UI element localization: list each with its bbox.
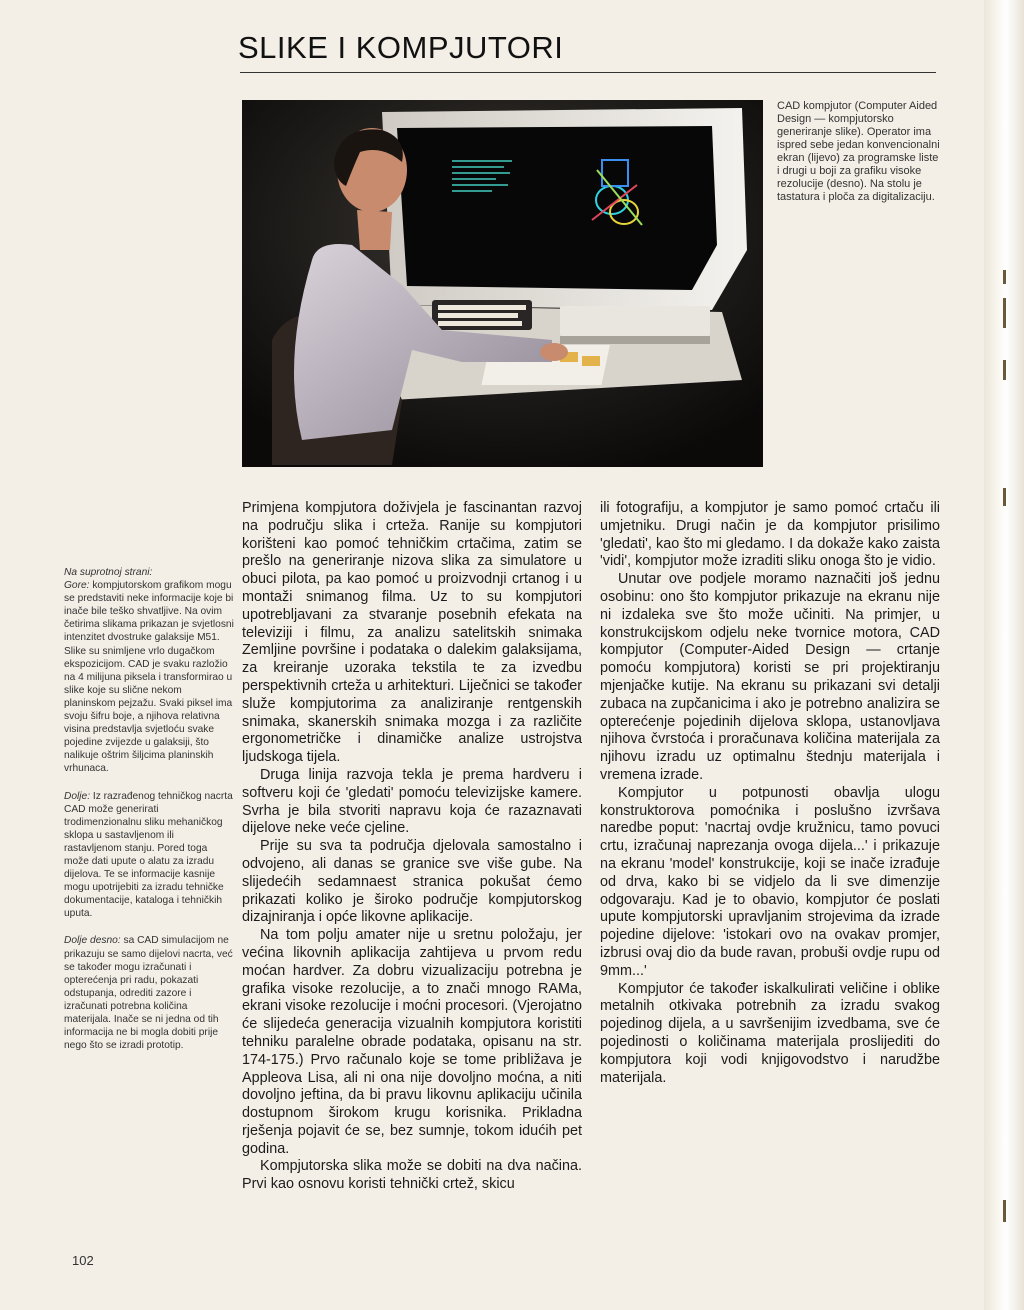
side-captions (64, 566, 234, 1066)
paragraph: Primjena kompjutora doživjela je fascinantan razvoj na području slika i crteža. Ranije su kompjutori korišteni kao pomoć tehničkim crtačima, zatim se prešlo na generiranje nizova slika za simulatore u obuci pilota, pa kao pomoć u proizvodnji crtanog i u montaži snimanog filma. Uz to su kompjutori upotrebljavani za stvaranje posebnih efekata na televiziji i filmu, za analizu satelitskih snimaka Zemljine površine i podataka o dalekim galaksijama, za kreiranje uzoraka tekstila te za izvedbu perspektivnih crteža u arhitekturi. Liječnici se također služe kompjutorima za analiziranje rentgenskih snimaka, skanerskih snimaka mozga i za različite ergonometričke i dinamičke analize ustrojstva ljudskoga tijela. (242, 500, 582, 766)
binding-mark (1003, 488, 1006, 506)
caption-lead: Gore: (64, 580, 90, 592)
binding-mark (1003, 298, 1006, 328)
caption-body: kompjutorskom grafikom mogu se predstaviti neke informacije koje bi inače bile teško shvatljive. Na ovim četirima slikama prikazan je svjetlosni intenzitet dvostruke galaksije M51. Slike su snimljene vrlo dugačkom ekspozicijom. CAD je svaku razložio na 4 milijuna piksela i transformirao u slike koje su slične nekom planinskom pejzažu. Svaki piksel ima svoju šifru boje, a njihova relativna visina predstavlja svjetloću svake pojedine zvijezde u galaksiji, što nalikuje oštrim šiljcima planinskih vrhunaca. (64, 580, 234, 775)
binding-mark (1003, 360, 1006, 380)
body-column-2 (600, 500, 940, 1087)
binding-mark (1003, 270, 1006, 284)
paragraph: Na tom polju amater nije u sretnu položaju, jer većina likovnih aplikacija zahtijeva u prvom redu moćan hardver. Za dobru vizualizaciju potrebna je grafika visoke rezolucije, a to znači mnogo RAMa, ekrani visoke rezolucije i moćni procesori. (Vjerojatno će slijedeća generacija vizualnih kompjutora koristiti tehniku paralelne obrade podataka, opisanu na str. 174-175.) Prvo računalo koje se tome približava je Appleova Lisa, ali ni ona nije dovoljno moćna, a niti dovoljno jeftina, da bi pravu likovnu aplikaciju učinila dostupnom širokom krugu korisnika. Prikladna rješenja pojavit će se, bez sumnje, tokom idućih pet godina. (242, 927, 582, 1157)
page-title: SLIKE I KOMPJUTORI (238, 30, 564, 65)
paragraph: ili fotografiju, a kompjutor je samo pomoć crtaču ili umjetniku. Drugi način je da kompjutor prisilimo 'gledati', kao što mi gledamo. I da dokaže kako zaista 'vidi', kompjutor može izraditi sliku onoga što je vidio. (600, 500, 940, 570)
photo-caption: CAD kompjutor (Computer Aided Design — kompjutorsko generiranje slike). Operator ima ispred sebe jedan konvencionalni ekran (lijevo) za programske liste i drugi u boji za grafiku visoke rezolucije (desno). Na stolu je tastatura i ploča za digitalizaciju. (777, 100, 940, 203)
caption-lead: Na suprotnoj strani: (64, 567, 153, 578)
binding-mark (1003, 1200, 1006, 1222)
cad-workstation-photo (242, 100, 763, 467)
paragraph: Kompjutor u potpunosti obavlja ulogu konstruktorova pomoćnika i poslušno izvršava naredbe poput: 'nacrtaj ovdje kružnicu, tamo povuci crtu, izračunaj naprezanja ovoga dijela...' i prikazuje na ekranu 'model' konstrukcije, koji se inače izrađuje od drva, kako bi se vidjelo da li sve dimenzije odgovaraju. Kad je to obavio, kompjutor će poslati upute kompjutorski upravljanim strojevima da izrade pojedine dijelove: 'istokari ovo na ovakav promjer, izbrusi ovaj dio da bude ravan, probuši ovdje rupu od 9mm...' (600, 784, 940, 979)
paragraph: Druga linija razvoja tekla je prema hardveru i softveru koji će 'gledati' pomoću televizijske kamere. Svrha je bila stvoriti napravu koja će razaznavati dijelove neke veće cjeline. (242, 766, 582, 837)
caption-lead: Dolje: (64, 790, 91, 802)
side-caption-block (64, 790, 234, 921)
caption-lead: Dolje desno: (64, 935, 121, 947)
paragraph: Prije su sva ta područja djelovala samostalno i odvojeno, ali danas se granice sve više gube. Na slijedećih sedamnaest stranica pokušat ćemo prikazati koliko je široko područje kompjutorskog dizajniranja i opće likovne aplikacije. (242, 838, 582, 926)
page-edge (984, 0, 1024, 1310)
page-number: 102 (72, 1253, 94, 1268)
side-caption-block (64, 566, 234, 579)
paragraph: Unutar ove podjele moramo naznačiti još jednu osobinu: ono što kompjutor prikazuje na ekranu nije ni izdaleka sve što može učiniti. Na primjer, u konstrukcijskom odjelu neke tvornice motora, CAD kompjutor (Computer-Aided Design — crtanje pomoću kompjutora) koristi se pri projektiranju mjenjačke kutije. Na ekranu su prikazani svi detalji zubaca na zupčanicima i ako je potrebno analizira se opterećenje pojedinih dijelova sklopa, ustanovljava njihova čvrstoća i proračunava količina materijala za njihovu izradu uz optimalnu štednju materijala i vremena izrade. (600, 571, 940, 783)
side-caption-block (64, 934, 234, 1052)
caption-body: Iz razrađenog tehničkog nacrta CAD može generirati trodimenzionalnu sliku mehaničkog sklopa u sastavljenom ili rastavljenom stanju. Pored toga može dati upute o alatu za izradu dijelova. Te se informacije kasnije mogu upotrijebiti za izradu tehničke dokumentacije, kataloga i tehničkih uputa. (64, 790, 233, 920)
body-column-1 (242, 500, 582, 1194)
side-caption-block (64, 579, 234, 775)
caption-body: sa CAD simulacijom ne prikazuju se samo dijelovi nacrta, već se također mogu izračunati i opterećenja pri radu, pokazati odstupanja, odrediti zazore i izračunati potrebna količina materijala. Inače se ni jedna od tih informacija ne bi mogla dobiti prije nego što se izradi prototip. (64, 935, 233, 1052)
title-rule (240, 72, 936, 73)
paragraph: Kompjutor će također iskalkulirati veličine i oblike metalnih otkivaka potrebnih za izradu svakog pojedinog dijela, a u savršenijim izvedbama, sve će pojedinosti o količinama materijala proslijediti do kompjutora koji vodi knjigovodstvo i narudžbe materijala. (600, 980, 940, 1086)
paragraph: Kompjutorska slika može se dobiti na dva načina. Prvi kao osnovu koristi tehnički crtež, skicu (242, 1158, 582, 1193)
